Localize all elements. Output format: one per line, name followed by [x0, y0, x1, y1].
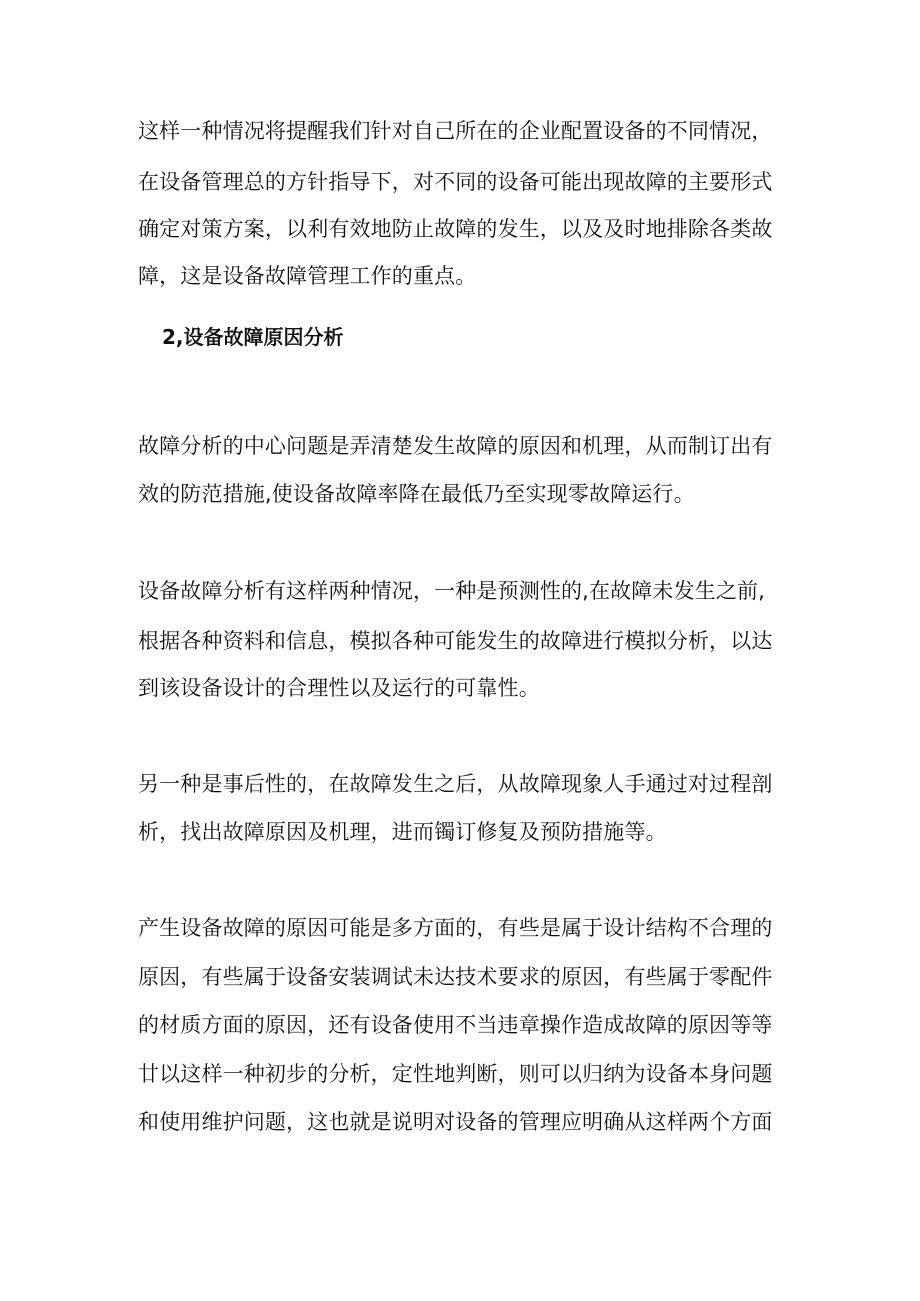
paragraph-line: 原因，有些属于设备安装调试未达技术要求的原因，有些属于零配件: [138, 965, 773, 989]
paragraph-line: 到该设备设计的合理性以及运行的可靠性。: [138, 676, 540, 700]
paragraph-line: 故障分析的中心问题是弄清楚发生故障的原因和机理，从而制订出有: [138, 434, 773, 458]
paragraph-line: 效的防范措施,使设备故障率降在最低乃至实现零故障运行。: [138, 482, 695, 506]
paragraph-line: 障，这是设备故障管理工作的重点。: [138, 264, 477, 288]
paragraph-line: 廿以这样一种初步的分析，定性地判断，则可以归纳为设备本身问题: [138, 1062, 773, 1086]
paragraph-line: 根据各种资料和信息，模拟各种可能发生的故障进行模拟分析，以达: [138, 629, 773, 653]
paragraph-line: 另一种是事后性的，在故障发生之后，从故障现象人手通过对过程剖: [138, 772, 773, 796]
section-heading: 2,设备故障原因分析: [162, 325, 344, 349]
paragraph-line: 产生设备故障的原因可能是多方面的，有些是属于设计结构不合理的: [138, 916, 773, 940]
paragraph-line: 析，找出故障原因及机理，进而镯订修复及预防措施等。: [138, 820, 667, 844]
paragraph-line: 设备故障分析有这样两种情况，一种是预测性的,在故障未发生之前,: [138, 579, 765, 603]
paragraph-line: 这样一种情况将提醒我们针对自己所在的企业配置设备的不同情况，: [138, 119, 773, 143]
paragraph-line: 确定对策方案，以利有效地防止故障的发生，以及及时地排除各类故: [138, 217, 773, 241]
paragraph-line: 在设备管理总的方针指导下，对不同的设备可能出现故障的主要形式: [138, 170, 773, 194]
paragraph-line: 和使用维护问题，这也就是说明对设备的管理应明确从这样两个方面: [138, 1110, 773, 1134]
paragraph-line: 的材质方面的原因，还有设备使用不当违章操作造成故障的原因等等: [138, 1013, 773, 1037]
